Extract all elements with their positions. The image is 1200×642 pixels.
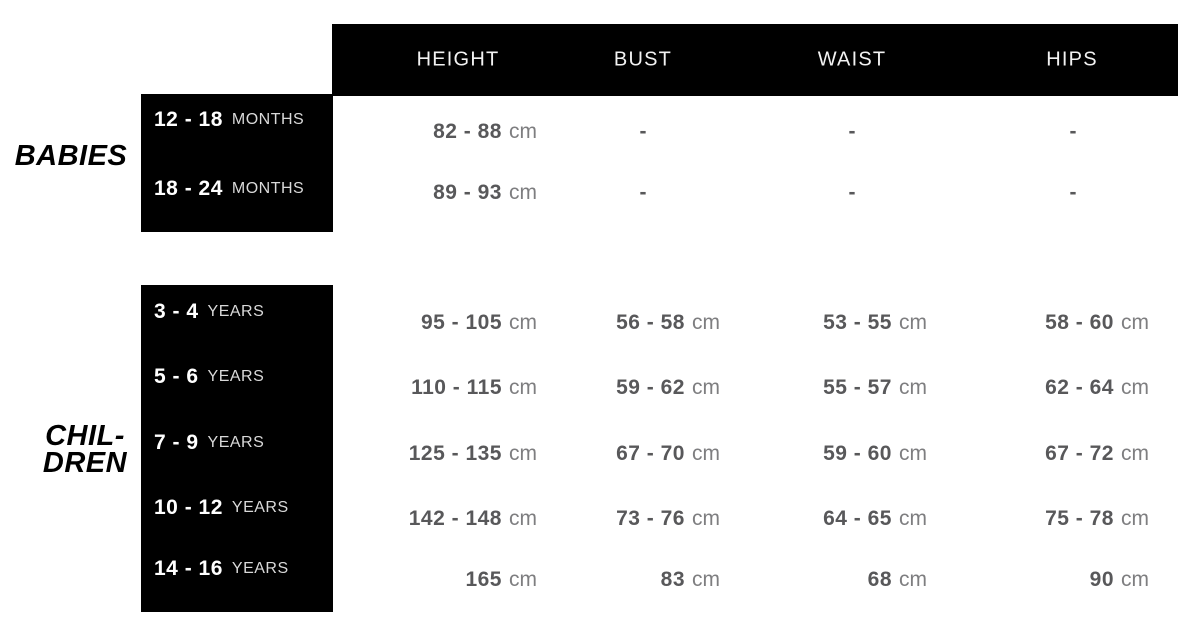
- group-label-babies: BABIES: [14, 140, 128, 172]
- group-label-children-line2: DREN: [42, 447, 128, 479]
- value-number: 55 - 57: [823, 376, 892, 399]
- height-value: [409, 504, 537, 534]
- hips-empty-dash: -: [1069, 181, 1077, 204]
- value-number: 165: [465, 568, 502, 591]
- table-header-bar: [332, 24, 1178, 96]
- waist-value: [823, 504, 927, 534]
- value-number: 58 - 60: [1045, 311, 1114, 334]
- waist-value: [868, 565, 927, 595]
- value-number: 59 - 60: [823, 442, 892, 465]
- row-children-3-4-values: [0, 308, 1200, 338]
- age-unit: MONTHS: [231, 111, 305, 128]
- value-unit: cm: [899, 376, 927, 399]
- age-range: 12 - 18: [154, 108, 223, 131]
- value-unit: cm: [509, 442, 537, 465]
- value-number: 67 - 70: [616, 442, 685, 465]
- height-value: [411, 373, 537, 403]
- value-unit: cm: [1121, 442, 1149, 465]
- bust-value: [616, 504, 720, 534]
- column-header-bust: BUST: [613, 48, 673, 71]
- value-unit: cm: [1121, 311, 1149, 334]
- value-unit: cm: [509, 120, 537, 143]
- bust-empty-dash: -: [639, 181, 647, 204]
- value-number: 53 - 55: [823, 311, 892, 334]
- value-unit: cm: [509, 507, 537, 530]
- waist-value: [823, 439, 927, 469]
- value-unit: cm: [899, 311, 927, 334]
- value-unit: cm: [692, 442, 720, 465]
- value-number: 95 - 105: [420, 311, 502, 334]
- age-range: 14 - 16: [154, 557, 223, 580]
- value-number: 56 - 58: [616, 311, 685, 334]
- value-number: 83: [660, 568, 685, 591]
- value-number: 142 - 148: [408, 507, 502, 530]
- hips-value: [1090, 565, 1149, 595]
- value-unit: cm: [692, 568, 720, 591]
- hips-value: [1045, 504, 1149, 534]
- waist-value: [823, 308, 927, 338]
- height-value: [409, 439, 537, 469]
- value-unit: cm: [692, 311, 720, 334]
- value-number: 59 - 62: [616, 376, 685, 399]
- row-babies-12-18-values: [0, 117, 1200, 147]
- age-range: 10 - 12: [154, 496, 223, 519]
- height-value: [421, 308, 537, 338]
- waist-value: [823, 373, 927, 403]
- hips-value: [1045, 308, 1149, 338]
- hips-value: [1045, 439, 1149, 469]
- bust-value: [616, 373, 720, 403]
- row-children-10-12-values: [0, 504, 1200, 534]
- bust-value: [661, 565, 720, 595]
- height-value: [433, 178, 537, 208]
- value-number: 82 - 88: [433, 120, 502, 143]
- column-header-height: HEIGHT: [416, 48, 500, 71]
- value-unit: cm: [1121, 568, 1149, 591]
- value-number: 125 - 135: [408, 442, 502, 465]
- height-value: [433, 117, 537, 147]
- value-unit: cm: [509, 376, 537, 399]
- age-unit: YEARS: [207, 303, 265, 320]
- babies-size-box: [141, 94, 333, 232]
- value-unit: cm: [1121, 507, 1149, 530]
- value-number: 64 - 65: [823, 507, 892, 530]
- hips-empty-dash: -: [1069, 120, 1077, 143]
- value-number: 67 - 72: [1045, 442, 1114, 465]
- waist-empty-dash: -: [848, 181, 856, 204]
- column-header-waist: WAIST: [817, 48, 887, 71]
- value-unit: cm: [692, 507, 720, 530]
- value-number: 73 - 76: [616, 507, 685, 530]
- height-value: [465, 565, 537, 595]
- value-unit: cm: [509, 568, 537, 591]
- row-children-5-6-values: [0, 373, 1200, 403]
- value-number: 75 - 78: [1045, 507, 1114, 530]
- age-unit: YEARS: [207, 368, 265, 385]
- value-number: 62 - 64: [1045, 376, 1114, 399]
- row-babies-18-24-values: [0, 178, 1200, 208]
- bust-empty-dash: -: [639, 120, 647, 143]
- value-number: 90: [1089, 568, 1114, 591]
- hips-value: [1045, 373, 1149, 403]
- age-range: 3 - 4: [154, 300, 199, 323]
- age-range: 18 - 24: [154, 177, 223, 200]
- value-number: 68: [867, 568, 892, 591]
- row-children-14-16-values: [0, 565, 1200, 595]
- waist-empty-dash: -: [848, 120, 856, 143]
- age-range: 5 - 6: [154, 365, 199, 388]
- age-unit: YEARS: [207, 434, 265, 451]
- value-unit: cm: [692, 376, 720, 399]
- value-unit: cm: [899, 507, 927, 530]
- value-unit: cm: [509, 311, 537, 334]
- bust-value: [616, 439, 720, 469]
- row-children-7-9-values: [0, 439, 1200, 469]
- group-label-children-line1: CHIL-: [45, 420, 125, 452]
- age-range: 7 - 9: [154, 431, 199, 454]
- age-unit: MONTHS: [231, 180, 305, 197]
- value-unit: cm: [1121, 376, 1149, 399]
- value-unit: cm: [899, 442, 927, 465]
- value-number: 89 - 93: [433, 181, 502, 204]
- value-unit: cm: [899, 568, 927, 591]
- value-unit: cm: [509, 181, 537, 204]
- age-unit: YEARS: [231, 499, 289, 516]
- age-unit: YEARS: [231, 560, 289, 577]
- bust-value: [616, 308, 720, 338]
- column-header-hips: HIPS: [1046, 48, 1098, 71]
- value-number: 110 - 115: [411, 376, 502, 399]
